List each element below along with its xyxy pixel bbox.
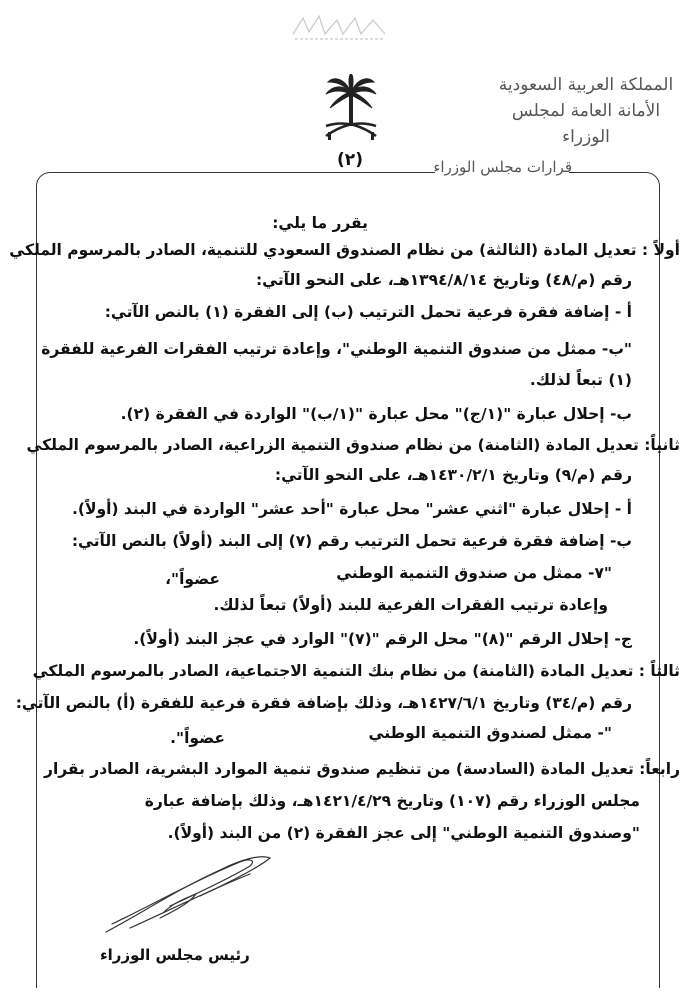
text-line: ثالثاً : تعديل المادة (الثامنة) من نظام بنك التنمية الاجتماعية، الصادر بالمرسوم الملكي [32,662,680,680]
letterhead [486,72,686,150]
text-line: وإعادة ترتيب الفقرات الفرعية للبند (أولاً) تبعاً لذلك. [213,596,608,614]
text-line: أ - إحلال عبارة "اثني عشر" محل عبارة "أحد عشر" الواردة في البند (أولاً). [71,500,632,518]
text-line: ثانياً: تعديل المادة (الثامنة) من نظام صندوق التنمية الزراعية، الصادر بالمرسوم الملكي [26,436,680,454]
text-line: عضواً". [170,729,225,747]
text-line: ج- إحلال الرقم "(٨)" محل الرقم "(٧)" الوارد في عجز البند (أولاً). [133,630,632,648]
text-line: رقم (م/٣٤) وتاريخ ١٤٢٧/٦/١هـ، وذلك بإضافة فقرة فرعية للفقرة (أ) بالنص الآتي: [15,694,632,712]
text-line: رقم (م/٩) وتاريخ ١٤٣٠/٢/١هـ، على النحو الآتي: [274,466,632,484]
text-line: (١) تبعاً لذلك. [529,371,632,389]
text-line: عضواً"، [165,570,220,588]
page-number: (٢) [337,150,363,170]
text-line: "ب- ممثل من صندوق التنمية الوطني"، وإعادة ترتيب الفقرات الفرعية للفقرة [41,340,632,358]
text-line: رقم (م/٤٨) وتاريخ ١٣٩٤/٨/١٤هـ، على النحو الآتي: [255,271,632,289]
letterhead-kingdom: المملكة العربية السعودية [498,75,674,95]
text-line: "- ممثل لصندوق التنمية الوطني [368,724,612,742]
text-line: "٧- ممثل من صندوق التنمية الوطني [336,564,612,582]
text-line: ب- إضافة فقرة فرعية تحمل الترتيب رقم (٧) إلى البند (أولاً) بالنص الآتي: [71,532,632,550]
text-line: أولاً : تعديل المادة (الثالثة) من نظام الصندوق السعودي للتنمية، الصادر بالمرسوم الملكي [9,241,680,259]
watermark-stamp-icon [285,6,395,46]
text-line: مجلس الوزراء رقم (١٠٧) وتاريخ ١٤٢١/٤/٢٩هـ، وذلك بإضافة عبارة [144,792,640,810]
text-line: رابعاً: تعديل المادة (السادسة) من تنظيم صندوق تنمية الموارد البشرية، الصادر بقرار [44,760,680,778]
text-line: ب- إحلال عبارة "(١/ج)" محل عبارة "(١/ب)" الواردة في الفقرة (٢). [120,405,632,423]
text-line: أ - إضافة فقرة فرعية تحمل الترتيب (ب) إلى الفقرة (١) بالنص الآتي: [104,303,632,321]
letterhead-secretariat: الأمانة العامة لمجلس الوزراء [511,101,661,147]
text-line: "وصندوق التنمية الوطني" إلى عجز الفقرة (٢) من البند (أولاً). [167,824,640,842]
decisions-title: قرارات مجلس الوزراء [433,158,572,176]
preamble: يقرر ما يلي: [272,214,368,232]
handwritten-signature-icon [100,848,275,938]
signature-title: رئيس مجلس الوزراء [100,946,250,964]
palm-and-swords-emblem-icon [322,74,380,146]
